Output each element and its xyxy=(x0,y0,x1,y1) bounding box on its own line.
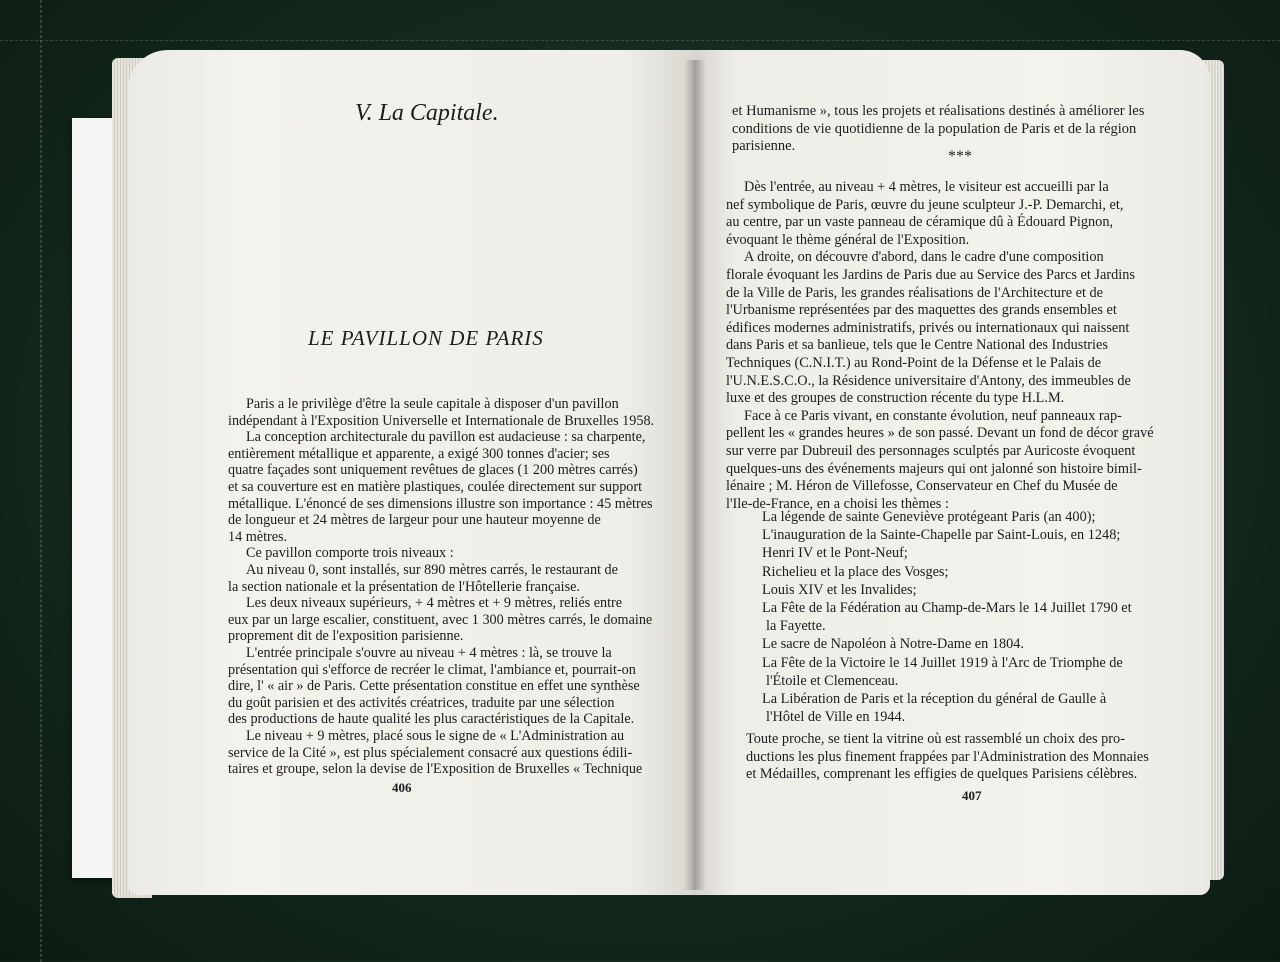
text-line: conditions de vie quotidienne de la population de Paris et de la région xyxy=(732,120,1137,137)
text-line: sur verre par Dubreuil des personnages sculptés par Auricoste évoquent xyxy=(726,443,1136,459)
text-line: des productions de haute qualité les plus caractéristiques de la Capitale. xyxy=(228,711,635,728)
text-line: A droite, on découvre d'abord, dans le cadre d'une composition xyxy=(744,249,1104,266)
list-item: La Fête de la Victoire le 14 Juillet 1919 à l'Arc de Triomphe de xyxy=(762,654,1123,671)
text-line: quatre façades sont uniquement revêtues de glaces (1 200 mètres carrés) xyxy=(228,462,638,479)
text-line: Techniques (C.N.I.T.) au Rond-Point de la Défense et le Palais de xyxy=(726,355,1102,371)
text-line: Face à ce Paris vivant, en constante évolution, neuf panneaux rap- xyxy=(744,407,1122,424)
text-line: nef symbolique de Paris, œuvre du jeune sculpteur J.-P. Demarchi, et, xyxy=(726,196,1124,213)
text-line: Les deux niveaux supérieurs, + 4 mètres et + 9 mètres, reliés entre xyxy=(246,595,623,612)
page-number-left: 406 xyxy=(392,780,412,795)
text-line: l'Ile-de-France, en a choisi les thèmes : xyxy=(726,495,949,512)
book-gutter xyxy=(684,60,706,890)
text-line: l'U.N.E.S.C.O., la Résidence universitaire d'Antony, des immeubles de xyxy=(726,372,1131,389)
text-line: et sa couverture est en matière plastiques, coulée directement sur support xyxy=(228,479,643,495)
list-item: L'inauguration de la Sainte-Chapelle par Saint-Louis, en 1248; xyxy=(762,527,1121,544)
text-line: ductions les plus finement frappées par l'Administration des Monnaies xyxy=(746,748,1149,765)
text-line: dire, l' « air » de Paris. Cette présentation constitue en effet une synthèse xyxy=(228,678,640,695)
text-line: taires et groupe, selon la devise de l'Exposition de Bruxelles « Technique xyxy=(228,761,643,778)
text-line: dans Paris et sa banlieue, tels que le Centre National des Industries xyxy=(726,337,1108,354)
text-line: Toute proche, se tient la vitrine où est rassemblé un choix des pro- xyxy=(746,731,1125,747)
text-line: de la Ville de Paris, les grandes réalisations de l'Architecture et de xyxy=(726,284,1104,301)
text-line: l'Urbanisme représentées par des maquettes des grands ensembles et xyxy=(726,302,1117,319)
list-item: la Fayette. xyxy=(766,618,826,635)
left-page xyxy=(128,50,694,895)
page-title: LE PAVILLON DE PARIS xyxy=(308,326,544,350)
chapter-heading: V. La Capitale. xyxy=(355,100,499,126)
text-line: et Médailles, comprenant les effigies de quelques Parisiens célèbres. xyxy=(746,766,1138,782)
text-line: Paris a le privilège d'être la seule capitale à disposer d'un pavillon xyxy=(246,396,619,412)
list-item: Louis XIV et les Invalides; xyxy=(762,581,917,598)
text-line: service de la Cité », est plus spécialement consacré aux questions édili- xyxy=(228,744,633,761)
list-item: La Fête de la Fédération au Champ-de-Mars le 14 Juillet 1790 et xyxy=(762,600,1132,616)
text-line: L'entrée principale s'ouvre au niveau + 4 mètres : là, se trouve la xyxy=(246,645,612,661)
text-line: pellent les « grandes heures » de son passé. Devant un fond de décor gravé xyxy=(726,425,1154,442)
text-line: et Humanisme », tous les projets et réalisations destinés à améliorer les xyxy=(732,103,1145,119)
list-item: Henri IV et le Pont-Neuf; xyxy=(762,545,908,562)
text-line: évoquant le thème général de l'Exposition. xyxy=(726,231,970,248)
text-line: de longueur et 24 mètres de largeur pour une hauteur moyenne de xyxy=(228,512,601,529)
page-number-right: 407 xyxy=(962,788,982,803)
right-page xyxy=(694,50,1210,895)
text-line: proprement dit de l'exposition parisienne. xyxy=(228,628,464,645)
text-line: entièrement métallique et apparente, a exigé 300 tonnes d'acier; ses xyxy=(228,445,610,462)
text-line: indépendant à l'Exposition Universelle et Internationale de Bruxelles 1958. xyxy=(228,412,655,429)
list-item: l'Hôtel de Ville en 1944. xyxy=(766,709,906,726)
list-item: l'Étoile et Clemenceau. xyxy=(766,672,899,689)
text-line: Au niveau 0, sont installés, sur 890 mètres carrés, le restaurant de xyxy=(246,562,618,578)
list-item: La Libération de Paris et la réception du général de Gaulle à xyxy=(762,691,1107,707)
text-line: métallique. L'énoncé de ses dimensions illustre son importance : 45 mètres xyxy=(228,495,653,512)
text-line: lénaire ; M. Héron de Villefosse, Conservateur en Chef du Musée de xyxy=(726,478,1118,495)
text-line: florale évoquant les Jardins de Paris due au Service des Parcs et Jardins xyxy=(726,267,1135,283)
text-line: eux par un large escalier, constituent, avec 1 300 mètres carrés, le domaine xyxy=(228,611,653,628)
text-line: 14 mètres. xyxy=(228,528,288,545)
section-separator: *** xyxy=(948,148,972,165)
text-line: parisienne. xyxy=(732,138,796,154)
text-line: Dès l'entrée, au niveau + 4 mètres, le visiteur est accueilli par la xyxy=(744,179,1109,195)
list-item: La légende de sainte Geneviève protégeant Paris (an 400); xyxy=(762,509,1096,525)
text-line: la section nationale et la présentation de l'Hôtellerie française. xyxy=(228,578,580,595)
text-line: Ce pavillon comporte trois niveaux : xyxy=(246,545,454,562)
text-line: luxe et des groupes de construction récente du type H.L.M. xyxy=(726,390,1065,407)
text-line: La conception architecturale du pavillon est audacieuse : sa charpente, xyxy=(246,429,646,446)
text-line: du goût parisien et des activités créatrices, traduite par une sélection xyxy=(228,694,615,711)
text-line: quelques-uns des événements majeurs qui ont jalonné son histoire bimil- xyxy=(726,460,1142,477)
text-line: édifices modernes administratifs, privés ou internationaux qui naissent xyxy=(726,319,1130,336)
list-item: Le sacre de Napoléon à Notre-Dame en 1804. xyxy=(762,636,1024,653)
text-line: Le niveau + 9 mètres, placé sous le signe de « L'Administration au xyxy=(246,728,625,744)
text-line: présentation qui s'efforce de recréer le climat, l'ambiance et, pourrait-on xyxy=(228,661,636,678)
list-item: Richelieu et la place des Vosges; xyxy=(762,563,949,580)
text-line: au centre, par un vaste panneau de céramique dû à Édouard Pignon, xyxy=(726,214,1114,231)
